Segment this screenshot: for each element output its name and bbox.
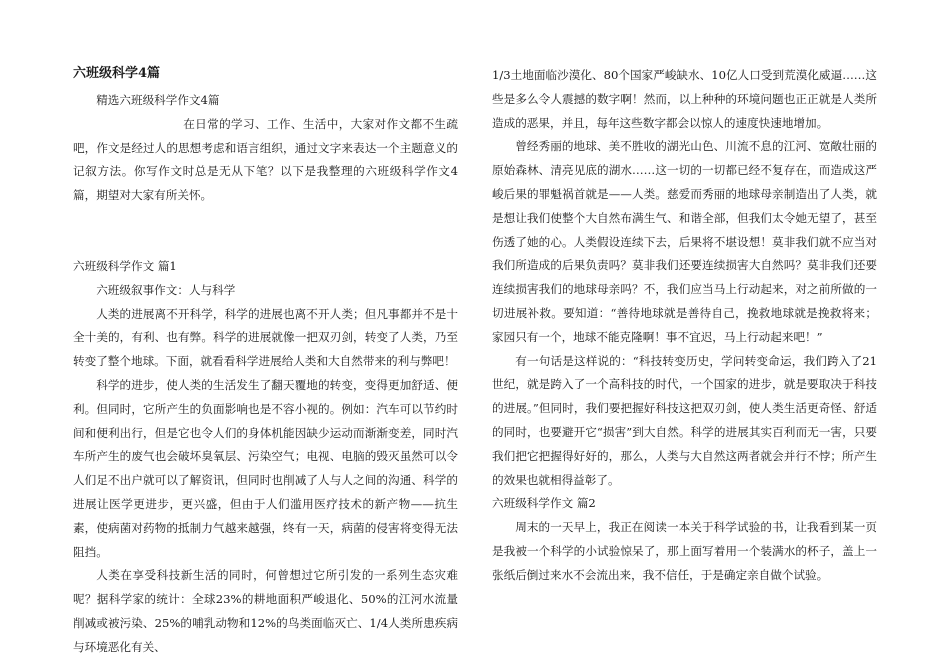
- document-subtitle: 精选六班级科学作文4篇: [96, 93, 220, 107]
- essay1-paragraph-4: 曾经秀丽的地球、美不胜收的湖光山色、川流不息的江河、宽敞壮丽的原始森林、清亮见底的湖水……这一切的一切都已经不复存在，而造成这严峻后果的罪魁祸首就是——人类。慈爱而秀丽的地球母亲制造出了人类，就是想让我们使整个大自然布满生气、和谐全部，但我们太令她无望了，甚至伤透了她的心。人类假设连续下去，后果将不堪设想！莫非我们就不应当对我们所造成的后果负责吗？莫非我们还要连续损害大自然吗？莫非我们还要连续损害我们的地球母亲吗？不，我们应当马上行动起来，对之前所做的一切进展补救。要知道：“善待地球就是善待自己，挽救地球就是挽救将来；家园只有一个，地球不能克隆啊！事不宜迟，马上行动起来吧！”: [492, 139, 877, 344]
- left-column: [73, 89, 458, 660]
- essay2-heading: 六班级科学作文 篇2: [492, 496, 596, 511]
- right-column: [492, 64, 877, 588]
- blank-gap: [73, 208, 458, 255]
- document-title: 六班级科学4篇: [73, 66, 161, 81]
- essay1-paragraph-5: 有一句话是这样说的：“科技转变历史，学问转变命运，我们跨入了21世纪，就是跨入了一个高科技的时代，一个国家的进步，就是要取决于科技的进展。”但同时，我们要把握好科技这把双刃剑，使人类生活更奇怪、舒适的同时，也要避开它“损害”到大自然。科学的进展其实百利而无一害，只要我们把它把握得好好的，那么，人类与大自然这两者就会并行不悖；所产生的效果也就相得益彰了。: [492, 353, 877, 487]
- essay1-paragraph-1: 人类的进展离不开科学，科学的进展也离不开人类；但凡事都并不是十全十美的，有利、也有弊。科学的进展就像一把双刃剑，转变了人类，乃至转变了整个地球。下面，就看看科学进展给人类和大自然带来的利与弊吧！: [73, 306, 458, 369]
- essay1-paragraph-3b: 1/3土地面临沙漠化、80个国家严峻缺水、10亿人口受到荒漠化威逼……这些是多么令人震撼的数字啊！然而，以上种种的环境问题也正正就是人类所造成的恶果，并且，每年这些数字都会以惊人的速度快速地增加。: [492, 68, 877, 130]
- intro-paragraph: 在日常的学习、工作、生活中，大家对作文都不生疏吧，作文是经过人的思想考虑和语言组织，通过文字来表达一个主题意义的记叙方法。你写作文时总是无从下笔？以下是我整理的六班级科学作文4篇，期望对大家有所关怀。: [73, 116, 458, 203]
- essay2-paragraph-1: 周末的一天早上，我正在阅读一本关于科学试验的书，让我看到某一页是我被一个科学的小试验惊呆了，那上面写着用一个装满水的杯子，盖上一张纸后倒过来水不会流出来，我不信任，于是确定亲自做个试验。: [492, 520, 877, 582]
- essay1-heading: 六班级科学作文 篇1: [73, 258, 177, 273]
- essay1-subheading: 六班级叙事作文：人与科学: [96, 282, 236, 297]
- essay1-paragraph-3a: 人类在享受科技新生活的同时，何曾想过它所引发的一系列生态灾难呢？据科学家的统计：全球23%的耕地面积严峻退化、50%的江河水流量削减或被污染、25%的哺乳动物和12%的鸟类面临灭亡、1/4人类所患疾病与环境恶化有关、: [73, 568, 458, 654]
- essay1-paragraph-2: 科学的进步，使人类的生活发生了翻天覆地的转变，变得更加舒适、便利。但同时，它所产生的负面影响也是不容小视的。例如：汽车可以节约时间和便利出行，但是它也令人们的身体机能因缺少运动而渐渐变差，同时汽车所产生的废气也会破坏臭氧层、污染空气；电视、电脑的毁灭虽然可以令人们足不出户就可以了解资讯，但同时也削减了人与人之间的沟通、科学的进展让医学更进步，更兴盛，但由于人们滥用医疗技术的新产物——抗生素，使病菌对药物的抵制力气越来越强，终有一天，病菌的侵害将变得无法阻挡。: [73, 377, 458, 559]
